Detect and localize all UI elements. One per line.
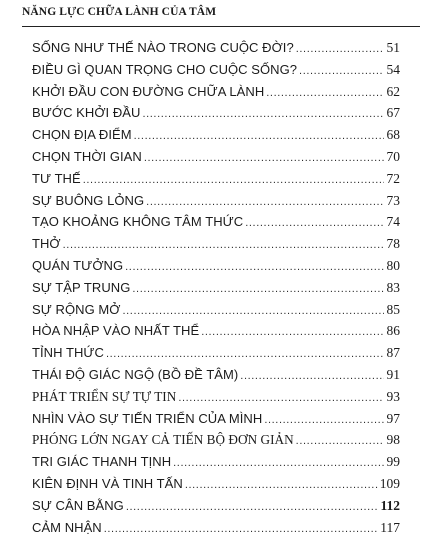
toc-entry-page: 62 xyxy=(386,83,400,99)
dot-leader xyxy=(134,130,384,142)
header-divider xyxy=(22,26,420,27)
dot-leader xyxy=(132,283,384,295)
toc-entry xyxy=(32,149,400,171)
dot-leader xyxy=(178,392,384,404)
running-header-title: NĂNG LỰC CHỮA LÀNH CỦA TÂM xyxy=(22,6,217,18)
toc-entry xyxy=(32,280,400,302)
toc-entry-page: 51 xyxy=(386,40,400,55)
toc-entry xyxy=(32,193,400,215)
toc-entry xyxy=(32,367,400,389)
dot-leader xyxy=(126,501,379,513)
toc-entry xyxy=(32,520,400,542)
dot-leader xyxy=(63,239,384,251)
dot-leader xyxy=(264,414,384,426)
toc-entry-page: 73 xyxy=(386,192,400,208)
toc-entry-title: SỰ TẬP TRUNG xyxy=(32,279,131,295)
toc-entry-title: NHÌN VÀO SỰ TIẾN TRIỂN CỦA MÌNH xyxy=(32,410,263,426)
toc-entry-page: 91 xyxy=(386,366,400,382)
toc-entry-page: 93 xyxy=(386,388,400,404)
dot-leader xyxy=(104,523,379,535)
toc-entry-page: 72 xyxy=(386,170,400,186)
toc-entry xyxy=(32,476,400,498)
toc-entry-page: 117 xyxy=(380,519,400,535)
toc-entry xyxy=(32,40,400,62)
toc-entry-page: 70 xyxy=(386,148,400,164)
dot-leader xyxy=(146,196,384,208)
toc-entry-title: PHÓNG LỚN NGAY CẢ TIẾN BỘ ĐƠN GIẢN xyxy=(32,432,294,448)
toc-entry-page: 68 xyxy=(386,127,400,143)
toc-entry-title: QUÁN TƯỞNG xyxy=(32,257,124,273)
toc-entry xyxy=(32,432,400,454)
table-of-contents xyxy=(32,40,400,541)
toc-entry-title: SỐNG NHƯ THẾ NÀO TRONG CUỘC ĐỜI? xyxy=(32,40,294,55)
toc-entry xyxy=(32,258,400,280)
toc-entry xyxy=(32,454,400,476)
dot-leader xyxy=(296,43,384,55)
dot-leader xyxy=(173,457,384,469)
toc-entry xyxy=(32,345,400,367)
toc-entry-title: SỰ CÂN BẰNG xyxy=(32,497,124,513)
dot-leader xyxy=(185,479,378,491)
toc-entry-page: 54 xyxy=(386,61,400,77)
toc-entry xyxy=(32,498,400,520)
toc-entry-title: HÒA NHẬP VÀO NHẤT THỂ xyxy=(32,323,200,339)
toc-entry-title: SỰ RỘNG MỞ xyxy=(32,301,121,317)
toc-entry xyxy=(32,411,400,433)
toc-entry-title: KIÊN ĐỊNH VÀ TINH TẤN xyxy=(32,475,183,491)
dot-leader xyxy=(245,217,384,229)
toc-entry-title: SỰ BUÔNG LỎNG xyxy=(32,192,145,208)
dot-leader xyxy=(83,174,384,186)
toc-entry-page: 74 xyxy=(386,214,400,230)
toc-entry-title: CẢM NHẬN xyxy=(32,519,102,535)
toc-entry-page: 97 xyxy=(386,410,400,426)
toc-entry-page: 78 xyxy=(386,236,400,252)
toc-entry-title: THỞ xyxy=(32,236,61,252)
toc-entry-title: TỈNH THỨC xyxy=(32,345,104,361)
toc-entry-title: THÁI ĐỘ GIÁC NGỘ (BỒ ĐỀ TÂM) xyxy=(32,366,239,382)
dot-leader xyxy=(125,261,384,273)
dot-leader xyxy=(142,108,384,120)
toc-entry-title: TẠO KHOẢNG KHÔNG TÂM THỨC xyxy=(32,214,244,230)
toc-entry-title: KHỞI ĐẦU CON ĐƯỜNG CHỮA LÀNH xyxy=(32,83,265,99)
toc-entry-page: 85 xyxy=(386,301,400,317)
toc-entry-title: TRI GIÁC THANH TỊNH xyxy=(32,454,172,470)
toc-entry xyxy=(32,323,400,345)
toc-entry-title: TƯ THẾ xyxy=(32,170,81,186)
toc-entry-page: 109 xyxy=(379,475,400,491)
toc-entry-page: 112 xyxy=(380,497,400,513)
dot-leader xyxy=(296,435,384,447)
dot-leader xyxy=(240,370,384,382)
toc-entry-page: 80 xyxy=(386,257,400,273)
toc-entry xyxy=(32,127,400,149)
toc-entry-page: 67 xyxy=(386,105,400,121)
dot-leader xyxy=(144,152,384,164)
toc-entry xyxy=(32,214,400,236)
dot-leader xyxy=(299,65,384,77)
toc-entry-title: PHÁT TRIỂN SỰ TỰ TIN xyxy=(32,388,177,404)
toc-entry xyxy=(32,389,400,411)
toc-entry xyxy=(32,62,400,84)
toc-entry-title: CHỌN ĐỊA ĐIỂM xyxy=(32,127,132,143)
toc-entry xyxy=(32,302,400,324)
dot-leader xyxy=(122,305,384,317)
dot-leader xyxy=(266,87,384,99)
toc-entry xyxy=(32,171,400,193)
toc-entry xyxy=(32,105,400,127)
dot-leader xyxy=(106,348,384,360)
dot-leader xyxy=(201,326,384,338)
toc-entry-title: BƯỚC KHỞI ĐẦU xyxy=(32,105,141,121)
toc-entry-page: 87 xyxy=(386,345,400,361)
toc-entry-page: 99 xyxy=(386,454,400,470)
toc-entry-title: CHỌN THỜI GIAN xyxy=(32,148,142,164)
toc-entry-page: 86 xyxy=(386,323,400,339)
toc-entry xyxy=(32,236,400,258)
toc-entry-title: ĐIỀU GÌ QUAN TRỌNG CHO CUỘC SỐNG? xyxy=(32,61,298,77)
toc-entry xyxy=(32,84,400,106)
toc-entry-page: 98 xyxy=(386,432,400,448)
toc-entry-page: 83 xyxy=(386,279,400,295)
